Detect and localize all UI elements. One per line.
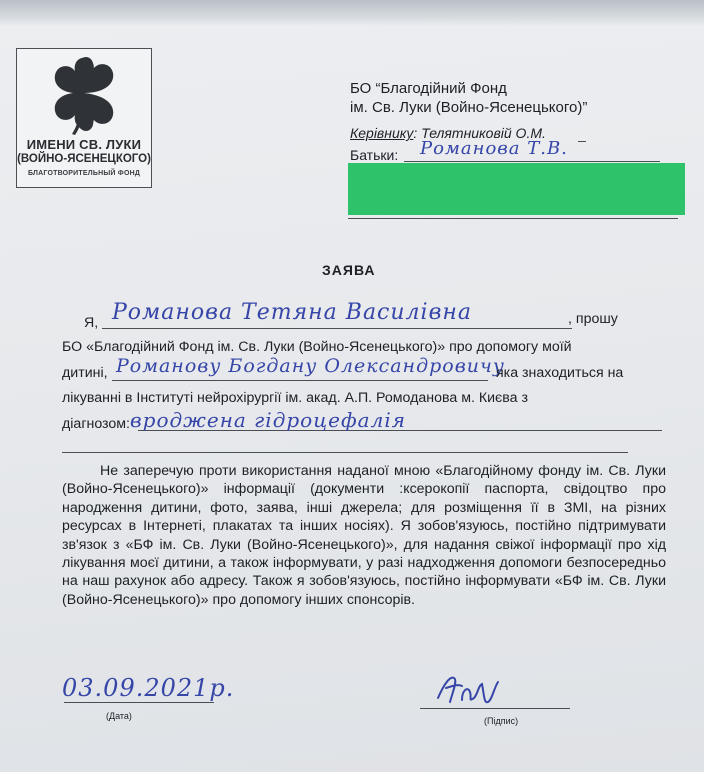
head-prefix: Керівнику	[350, 125, 414, 141]
dytyni-text: дитині,	[62, 365, 108, 381]
head-underline	[578, 141, 586, 142]
child-handwritten: Романову Богдану Олександровичу	[116, 355, 505, 377]
logo-text-foundation: БЛАГОТВОРИТЕЛЬНЫЙ ФОНД	[27, 170, 141, 177]
consent-paragraph: Не заперечую проти використання наданої мною «Благодійному фонду ім. Св. Луки (Войно-Ясенецького)» інформації (документи :ксерокопії паспорта, свідоцтво про народження дитини, фото, заява, інші джерела; для розміщення її в ЗМІ, на різних ресурсах в Інтернеті, плакатах та інших носіях). Я зобов'язуюсь, постійно підтримувати зв'язок з «БФ ім. Св. Луки (Войно-Ясенецького)», для надання свіжої інформації про хід лікування моєї дитини, а також інформувати, у разі надходження допомоги безпосередньо на наш рахунок або адресу. Також я зобов'язуюсь, постійно інформувати «БФ ім. Св. Луки (Войно-Ясенецького)» про допомогу інших спонсорів.	[62, 463, 666, 608]
statement-line-4: лікуванні в Інституті нейрохірургії ім. акад. А.П. Ромоданова м. Києва з	[62, 390, 529, 406]
parents-line	[404, 161, 660, 162]
document-title: ЗАЯВА	[322, 262, 376, 278]
child-line	[112, 380, 488, 381]
diagnosis-line-2	[62, 452, 628, 453]
diagnosis-handwritten: вроджена гідроцефалія	[130, 408, 406, 432]
foundation-logo	[16, 48, 152, 188]
diagnosis-label: діагнозом:	[62, 416, 130, 432]
proshu-text: , прошу	[568, 311, 618, 327]
logo-text-name: ИМЕНИ СВ. ЛУКИ	[26, 137, 142, 152]
yaka-text: яка знаходиться на	[496, 365, 624, 381]
addressee-line-1: БО “Благодійний Фонд	[350, 80, 507, 97]
date-handwritten: 03.09.2021р.	[62, 674, 235, 702]
signature-scribble-icon	[432, 664, 522, 710]
date-line	[64, 702, 214, 703]
signature-line	[420, 708, 570, 709]
addressee-line-2: ім. Св. Луки (Войно-Ясенецького)”	[350, 99, 588, 116]
four-leaf-clover-icon	[45, 55, 123, 135]
parents-label: Батьки:	[350, 147, 399, 163]
date-caption: (Дата)	[106, 711, 132, 721]
signature-caption: (Підпис)	[484, 716, 519, 726]
parents-handwritten: Романова Т.В.	[420, 138, 568, 159]
address-line	[348, 218, 678, 219]
logo-text-surname: (ВОЙНО-ЯСЕНЕЦКОГО)	[17, 153, 151, 165]
applicant-handwritten: Романова Тетяна Василівна	[112, 300, 473, 325]
head-name: : Телятниковій О.М.	[413, 125, 546, 141]
statement-line-2: БО «Благодійний Фонд ім. Св. Луки (Войно-Ясенецького)» про допомогу моїй	[62, 339, 572, 355]
applicant-line	[102, 328, 572, 329]
paper-top-edge	[0, 0, 704, 26]
redacted-block	[348, 163, 685, 215]
ya-text: Я,	[84, 315, 99, 331]
